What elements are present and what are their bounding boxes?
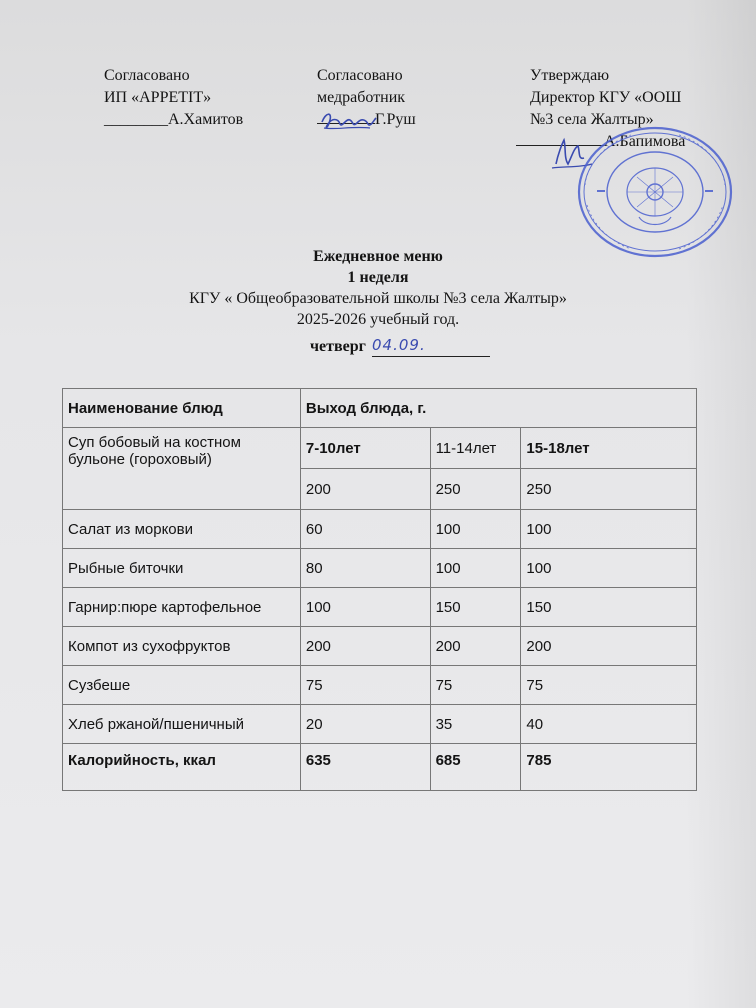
day-label: четверг [310,338,366,355]
table-row [63,549,697,588]
total-label: Калорийность, ккал [63,744,301,791]
approval-middle-status: Согласовано [317,67,403,84]
menu-header [0,246,756,330]
day-date-handwritten: 04.09. [372,336,426,354]
value-cell: 200 [430,627,521,666]
handwritten-signature-middle [318,108,380,134]
approval-left-status: Согласовано [104,67,190,84]
value-cell: 100 [521,549,697,588]
approval-middle-role: медработник [317,89,406,106]
official-stamp [575,125,735,260]
value-cell: 20 [300,705,430,744]
dish-cell: Хлеб ржаной/пшеничный [63,705,301,744]
menu-school: КГУ « Общеобразовательной школы №3 села Жалтыр» [189,290,567,307]
value-cell: 100 [430,549,521,588]
value-cell: 150 [430,588,521,627]
table-row [63,666,697,705]
approval-left [104,65,243,131]
value-cell: 60 [300,510,430,549]
value-cell: 100 [300,588,430,627]
age-group-cell: 15-18лет [521,428,697,469]
total-value: 635 [300,744,430,791]
dish-cell: Рыбные биточки [63,549,301,588]
value-cell: 200 [300,469,430,510]
value-cell: 80 [300,549,430,588]
table-row [63,705,697,744]
table-row [63,588,697,627]
value-cell: 75 [430,666,521,705]
dish-cell: Сузбеше [63,666,301,705]
approval-left-org: ИП «APPETIT» [104,89,212,106]
age-group-cell: 11-14лет [430,428,521,469]
value-cell: 75 [521,666,697,705]
approval-middle-name: Г.Руш [375,111,416,128]
value-cell: 250 [430,469,521,510]
value-cell: 35 [430,705,521,744]
dish-cell: Салат из моркови [63,510,301,549]
table-row [63,510,697,549]
value-cell: 150 [521,588,697,627]
value-cell: 100 [430,510,521,549]
age-group-cell: 7-10лет [300,428,430,469]
total-value: 685 [430,744,521,791]
value-cell: 250 [521,469,697,510]
value-cell: 100 [521,510,697,549]
menu-week: 1 неделя [347,269,409,286]
approval-left-signature: ________А.Хамитов [104,111,244,128]
table-row [63,627,697,666]
header-dish-name: Наименование блюд [63,389,301,428]
table-total-row [63,744,697,791]
value-cell: 40 [521,705,697,744]
total-value: 785 [521,744,697,791]
header-output: Выход блюда, г. [300,389,696,428]
table-header-row [63,389,697,428]
value-cell: 200 [521,627,697,666]
dish-cell: Гарнир:пюре картофельное [63,588,301,627]
approval-right-school: №3 села Жалтыр» [530,111,654,128]
menu-year: 2025-2026 учебный год. [296,311,460,328]
dish-cell: Суп бобовый на костном бульоне (гороховый) [63,428,301,510]
day-underline [372,356,490,357]
table-row [63,428,697,469]
approval-right-name: А.Бапимова [604,133,686,150]
approval-right-role: Директор КГУ «ООШ [530,89,682,106]
dish-cell: Компот из сухофруктов [63,627,301,666]
menu-table [62,388,697,791]
menu-title: Ежедневное меню [313,248,443,265]
approval-right-status: Утверждаю [530,67,610,84]
value-cell: 75 [300,666,430,705]
value-cell: 200 [300,627,430,666]
